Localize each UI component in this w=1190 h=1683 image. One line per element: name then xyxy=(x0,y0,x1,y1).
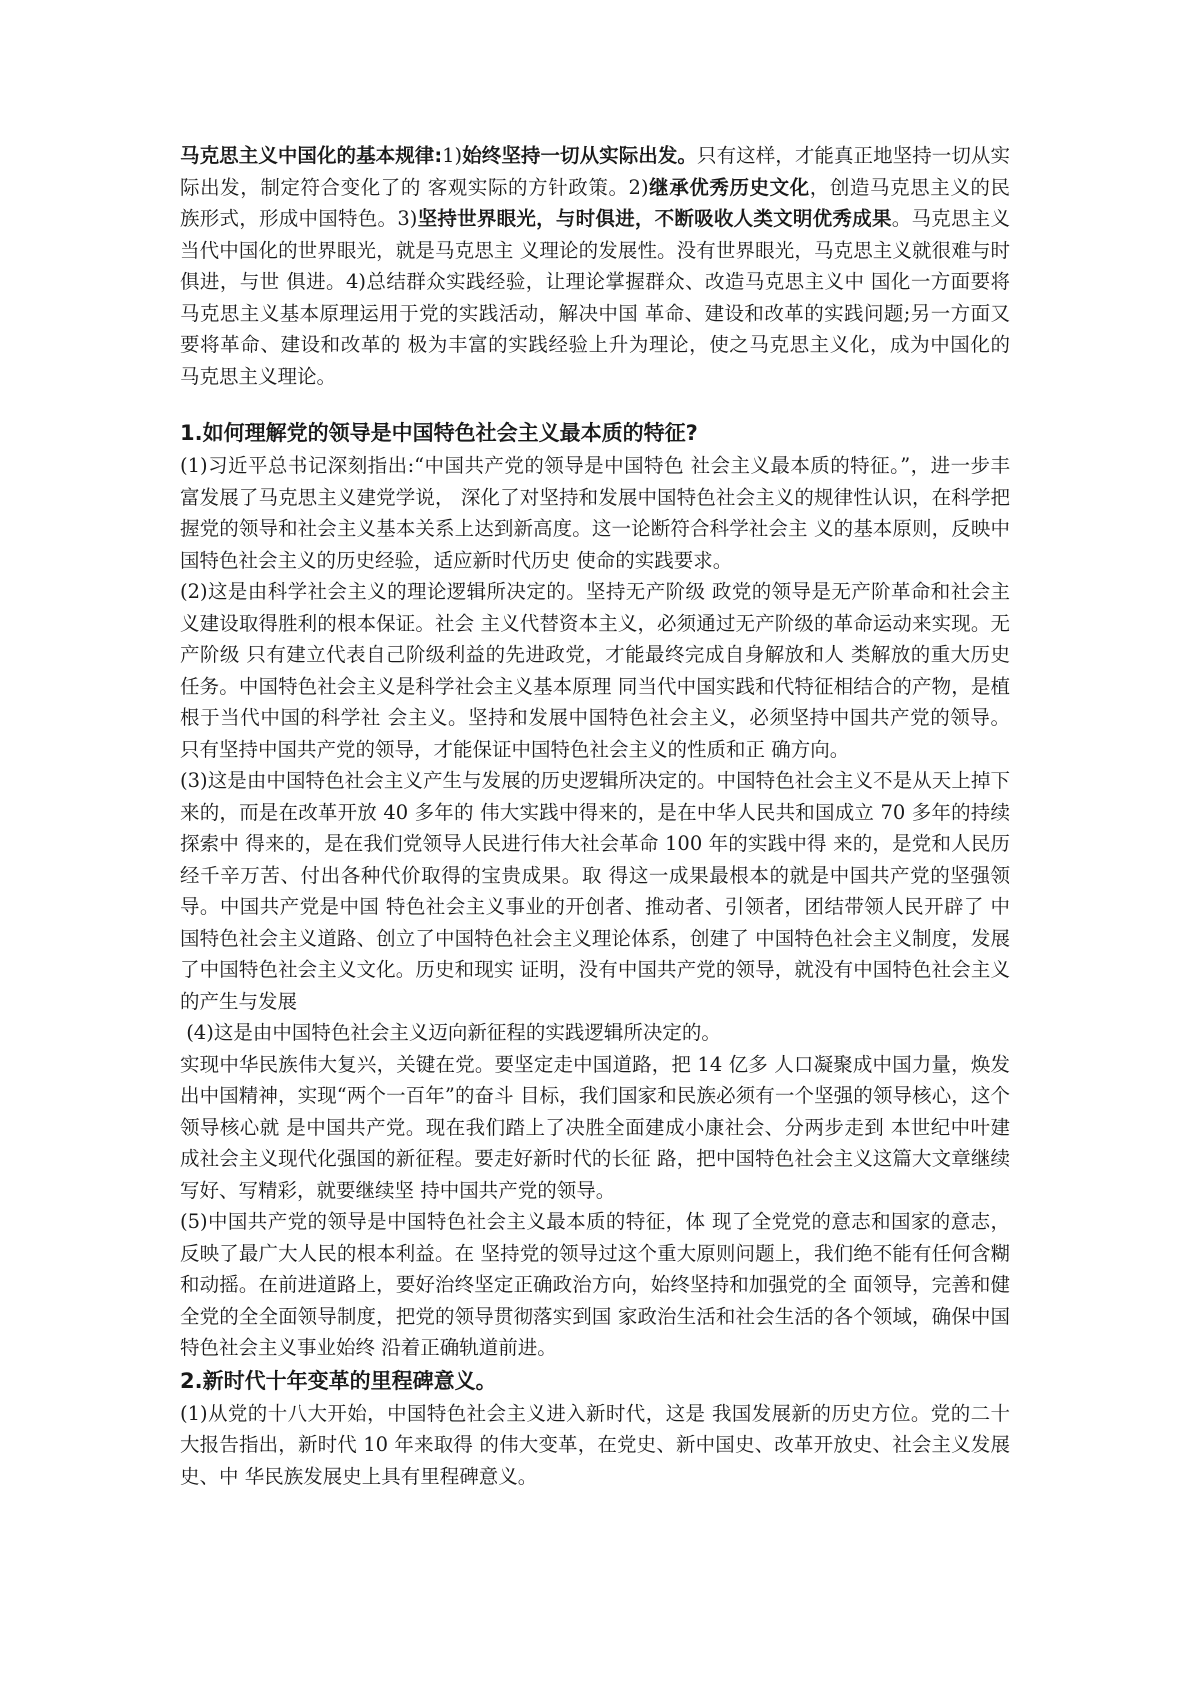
section1-paragraph-3: (3)这是由中国特色社会主义产生与发展的历史逻辑所决定的。中国特色社会主义不是从天上掉下来的，而是在改革开放 40 多年的 伟大实践中得来的，是在中华人民共和国成立 70 多年的持续探索中 得来的，是在我们党领导人民进行伟大社会革命 100 年的实践中得 来的，是党和人民历经千辛万苦、付出各种代价取得的宝贵成果。取 得这一成果最根本的就是中国共产党的坚强领导。中国共产党是中国 特色社会主义事业的开创者、推动者、引领者，团结带领人民开辟了 中国特色社会主义道路、创立了中国特色社会主义理论体系，创建了 中国特色社会主义制度，发展了中国特色社会主义文化。历史和现实 证明，没有中国共产党的领导，就没有中国特色社会主义的产生与发展 xyxy=(180,769,1010,1013)
section1-heading: 1.如何理解党的领导是中国特色社会主义最本质的特征? xyxy=(180,421,698,445)
intro-p1-bold: 始终坚持一切从实际出发。 xyxy=(462,144,697,167)
intro-p3-num: 3) xyxy=(397,207,418,230)
section1-paragraph-1: (1)习近平总书记深刻指出:“中国共产党的领导是中国特色 社会主义最本质的特征。”，进一步丰富发展了马克思主义建党学说， 深化了对坚持和发展中国特色社会主义的规律性认识，在科学把握党的领导和社会主义基本关系上达到新高度。这一论断符合科学社会主 义的基本原则，反映中国特色社会主义的历史经验，适应新时代历史 使命的实践要求。 xyxy=(180,454,1010,572)
intro-p2-bold: 继承优秀历史文化 xyxy=(648,175,810,199)
section1-paragraph-4: (4)这是由中国特色社会主义迈向新征程的实践逻辑所决定的。 xyxy=(180,1021,721,1044)
intro-p1-num: 1) xyxy=(442,144,463,167)
intro-p2-text: ，创造马克思主义的民 族形式，形成中国特色。 xyxy=(180,175,1010,230)
intro-p2-num: 2) xyxy=(628,175,649,199)
intro-title: 马克思主义中国化的基本规律: xyxy=(180,144,443,167)
section1-paragraph-2: (2)这是由科学社会主义的理论逻辑所决定的。坚持无产阶级 政党的领导是无产阶革命和社会主义建设取得胜利的根本保证。社会 主义代替资本主义，必须通过无产阶级的革命运动来实现。无产阶级 只有建立代表自己阶级利益的先进政党，才能最终完成自身解放和人 类解放的重大历史任务。中国特色社会主义是科学社会主义基本原理 同当代中国实践和代特征相结合的产物，是植根于当代中国的科学社 会主义。坚持和发展中国特色社会主义，必须坚持中国共产党的领导。 只有坚持中国共产党的领导，才能保证中国特色社会主义的性质和正 确方向。 xyxy=(180,580,1010,761)
intro-p3-text: 。马克思主义当代中国化的世界眼光，就是马克思主 义理论的发展性。没有世界眼光，马克思主义就很难与时俱进，与世 俱进。4)总结群众实践经验，让理论掌握群众、改造马克思主义中 国化一方面要将马克思主义基本原理运用于党的实践活动，解决中国 革命、建设和改革的实践问题;另一方面又要将革命、建设和改革的 极为丰富的实践经验上升为理论，使之马克思主义化，成为中国化的 马克思主义理论。 xyxy=(180,207,1010,388)
section2-heading: 2.新时代十年变革的里程碑意义。 xyxy=(180,1368,497,1393)
document-page xyxy=(180,140,1010,1492)
intro-p3-bold: 坚持世界眼光，与时俱进，不断吸收人类文明优秀成果 xyxy=(417,207,892,230)
section1-paragraph-6: (5)中国共产党的领导是中国特色社会主义最本质的特征，体 现了全党党的意志和国家的意志，反映了最广大人民的根本利益。在 坚持党的领导过这个重大原则问题上，我们绝不能有任何含糊和动摇。在前进道路上，要好治终坚定正确政治方向，始终坚持和加强党的全 面领导，完善和健全党的全全面领导制度，把党的领导贯彻落实到国 家政治生活和社会生活的各个领域，确保中国特色社会主义事业始终 沿着正确轨道前进。 xyxy=(180,1210,1010,1359)
intro-p1-text: 只有这样，才能真正地坚持一切从实际出发，制定符合变化了的 客观实际的方针政策。 xyxy=(180,144,1010,199)
intro-paragraph xyxy=(180,140,1010,392)
section1-paragraph-5: 实现中华民族伟大复兴，关键在党。要坚定走中国道路，把 14 亿多 人口凝聚成中国力量，焕发出中国精神，实现“两个一百年”的奋斗 目标，我们国家和民族必须有一个坚强的领导核心，这个领导核心就 是中国共产党。现在我们踏上了决胜全面建成小康社会、分两步走到 本世纪中叶建成社会主义现代化强国的新征程。要走好新时代的长征 路，把中国特色社会主义这篇大文章继续写好、写精彩，就要继续坚 持中国共产党的领导。 xyxy=(180,1052,1010,1202)
section2-paragraph-1: (1)从党的十八大开始，中国特色社会主义进入新时代，这是 我国发展新的历史方位。党的二十大报告指出，新时代 10 年来取得 的伟大变革，在党史、新中国史、改革开放史、社会主义发展史、中 华民族发展史上具有里程碑意义。 xyxy=(180,1401,1010,1488)
